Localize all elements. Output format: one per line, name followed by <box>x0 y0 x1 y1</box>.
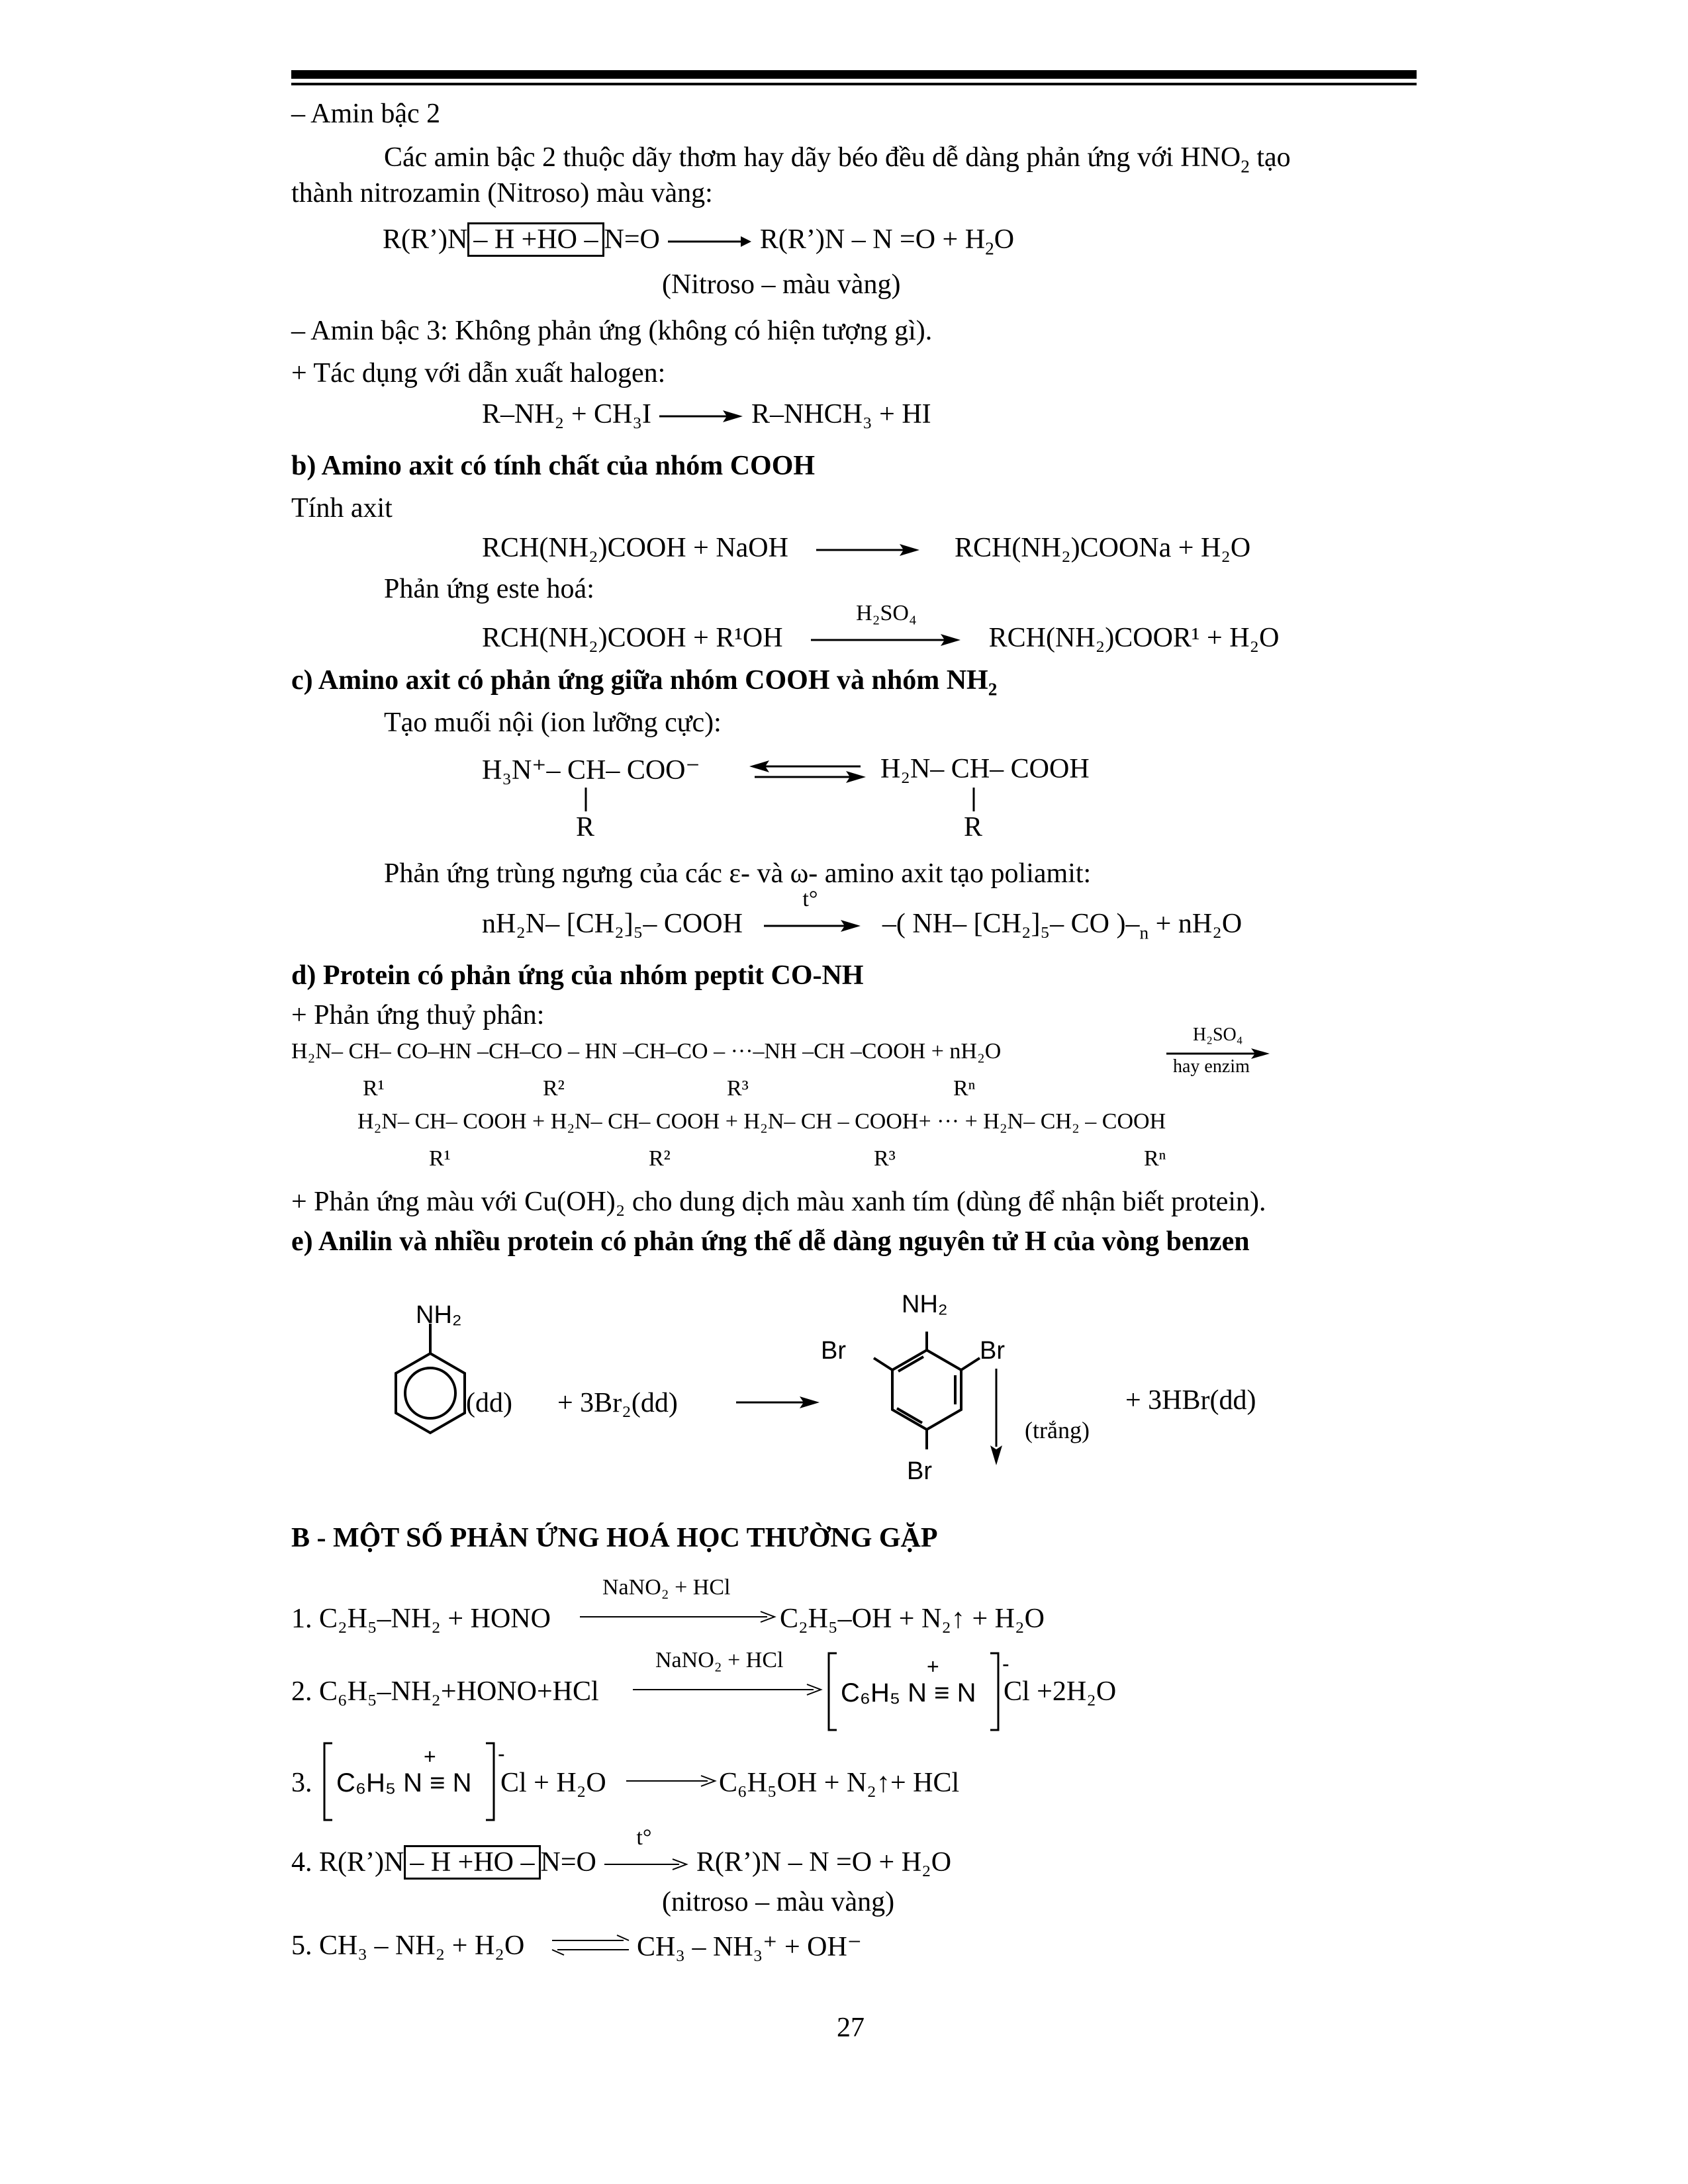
condition-h2so4: H₂SO₄ <box>1193 1024 1243 1045</box>
product-nh2-label: NH₂ <box>902 1291 948 1318</box>
charge-minus: - <box>1002 1652 1009 1676</box>
arrow-icon <box>810 630 962 650</box>
reaction-1-rhs: C₂H₅–OH + N₂↑ + H₂O <box>780 1604 1045 1634</box>
substituent-r1: R¹ <box>363 1076 385 1101</box>
reaction-1-lhs: 1. C₂H₅–NH₂ + HONO <box>291 1604 551 1634</box>
bond-line <box>970 788 977 814</box>
reaction-2-condition: NaNO₂ + HCl <box>655 1648 784 1672</box>
reaction-5-rhs: CH₃ – NH₃⁺ + OH⁻ <box>637 1932 862 1962</box>
condition-enzim: hay enzim <box>1173 1056 1250 1077</box>
tribromoaniline-structure-icon <box>861 1317 993 1463</box>
line-halogen: + Tác dụng với dẫn xuất halogen: <box>291 358 666 388</box>
substituent-r2: R² <box>649 1146 671 1171</box>
bond-line <box>583 788 589 814</box>
line-tinh-axit: Tính axit <box>291 493 393 523</box>
line-phan-ung-mau: + Phản ứng màu với Cu(OH)₂ cho dung dịch màu xanh tím (dùng để nhận biết protein). <box>291 1187 1266 1217</box>
substituent-r3: R³ <box>874 1146 896 1171</box>
aniline-nh2-label: NH₂ <box>416 1301 462 1329</box>
substituent-r2: R² <box>543 1076 565 1101</box>
paragraph-line: thành nitrozamin (Nitroso) màu vàng: <box>291 178 713 208</box>
heading-section-b: B - MỘT SỐ PHẢN ỨNG HOÁ HỌC THƯỜNG GẶP <box>291 1523 938 1553</box>
equation-poliamit: nH₂N– [CH₂]₅– COOH t° –( NH– [CH₂]₅– CO )$-_n + nH_2O$ <box>482 887 1243 943</box>
product-br-label: Br <box>907 1457 932 1485</box>
precipitate-arrow-icon <box>986 1367 1006 1467</box>
reaction-2-rhs: Cl +2H₂O <box>1004 1676 1117 1707</box>
arrow-icon <box>735 1392 821 1412</box>
header-rule <box>291 70 1417 79</box>
equation-zwitterion-lhs: H₃N⁺– CH– COO⁻ <box>482 755 700 786</box>
arrow-icon <box>667 232 753 251</box>
charge-plus: + <box>424 1745 436 1768</box>
equation-zwitterion-rhs: H₂N– CH– COOH <box>880 754 1090 784</box>
reaction-3-rhs: C₆H₅OH + N₂↑+ HCl <box>719 1768 960 1798</box>
aniline-dd-label: (dd) <box>466 1388 512 1418</box>
bromine-reagent: + 3Br₂(dd) <box>557 1388 678 1418</box>
substituent-rn: Rⁿ <box>1144 1146 1166 1171</box>
line-muoi-noi: Tạo muối nội (ion lưỡng cực): <box>384 707 722 738</box>
equation-naoh: RCH(NH₂)COOH + NaOH RCH(NH₂)COONa + H₂O <box>482 533 1251 563</box>
arrow-with-condition: t° <box>603 1854 689 1874</box>
reaction-3-mid: Cl + H₂O <box>500 1768 606 1798</box>
line-amin-bac-3: – Amin bậc 3: Không phản ứng (không có hiện tượng gì). <box>291 316 933 346</box>
line-thuy-phan: + Phản ứng thuỷ phân: <box>291 1000 545 1030</box>
charge-plus: + <box>927 1655 939 1678</box>
arrow-icon <box>632 1680 823 1700</box>
charge-minus: - <box>498 1742 505 1766</box>
product-br-label: Br <box>980 1337 1005 1365</box>
arrow-icon <box>763 916 862 936</box>
equilibrium-arrow-icon <box>748 758 867 785</box>
reaction-4-note: (nitroso – màu vàng) <box>662 1887 895 1917</box>
substituent-r: R <box>576 812 595 842</box>
reaction-3-diazonium: C₆H₅ N ≡ N <box>336 1768 472 1797</box>
reaction-2-diazonium: C₆H₅ N ≡ N <box>841 1678 976 1707</box>
heading-c: c) Amino axit có phản ứng giữa nhóm COOH và nhóm $NH_2$ <box>291 665 998 700</box>
reaction-5-lhs: 5. CH₃ – NH₂ + H₂O <box>291 1931 525 1961</box>
product-br-label: Br <box>821 1337 846 1365</box>
header-rule-thin <box>291 83 1417 85</box>
arrow-icon <box>658 406 744 426</box>
equation-halogen: R–NH₂ + CH₃I R–NHCH₃ + HI <box>482 399 931 430</box>
equation-note: (Nitroso – màu vàng) <box>662 269 901 300</box>
substituent-r: R <box>964 812 983 842</box>
equilibrium-arrow-icon <box>551 1934 630 1958</box>
line-este: Phản ứng este hoá: <box>384 574 594 604</box>
arrow-with-condition: H₂SO₄ <box>810 630 962 650</box>
line-amin-bac-2: – Amin bậc 2 <box>291 99 441 129</box>
reaction-1-condition: NaNO₂ + HCl <box>602 1575 731 1600</box>
arrow-icon <box>579 1607 777 1627</box>
arrow-icon <box>625 1771 718 1791</box>
line-trung-ngung: Phản ứng trùng ngưng của các ε- và ω- amino axit tạo poliamit: <box>384 858 1092 889</box>
hbr-product: + 3HBr(dd) <box>1125 1385 1256 1416</box>
reaction-2-lhs: 2. C₆H₅–NH₂+HONO+HCl <box>291 1676 599 1707</box>
substituent-rn: Rⁿ <box>953 1076 976 1101</box>
page-number: 27 <box>837 2013 865 2043</box>
equation-hydrolysis-row2: H₂N– CH– COOH + H₂N– CH– COOH + H₂N– CH – COOH+ ··· + H₂N– CH₂ – COOH <box>357 1109 1166 1134</box>
reaction-4: 4. R(R’)N – H +HO – N=O t° R(R’)N – N =O + H₂O <box>291 1846 951 1878</box>
paragraph-line: Các amin bậc 2 thuộc dãy thơm hay dãy béo đều dễ dàng phản ứng với $HNO_2$ tạo <box>384 142 1291 177</box>
equation-nitroso: R(R’)N – H +HO – N=O R(R’)N – $N =O + H_2O$ <box>383 224 1014 259</box>
reaction-3-number: 3. <box>291 1768 312 1798</box>
substituent-r3: R³ <box>727 1076 749 1101</box>
precipitate-label: (trắng) <box>1025 1417 1090 1443</box>
heading-e: e) Anilin và nhiều protein có phản ứng thế dễ dàng nguyên tử H của vòng benzen <box>291 1226 1250 1257</box>
heading-d: d) Protein có phản ứng của nhóm peptit CO-NH <box>291 960 864 991</box>
equation-hydrolysis-row1: H₂N– CH– CO–HN –CH–CO – HN –CH–CO – ···–NH –CH –COOH + nH₂O <box>291 1039 1002 1064</box>
substituent-r1: R¹ <box>429 1146 451 1171</box>
equation-este: RCH(NH₂)COOH + R¹OH H₂SO₄ RCH(NH₂)COOR¹ + H₂O <box>482 601 1280 653</box>
heading-b: b) Amino axit có tính chất của nhóm COOH <box>291 451 816 481</box>
arrow-icon <box>815 540 921 560</box>
arrow-icon <box>603 1854 689 1874</box>
arrow-with-condition: t° <box>763 916 862 936</box>
